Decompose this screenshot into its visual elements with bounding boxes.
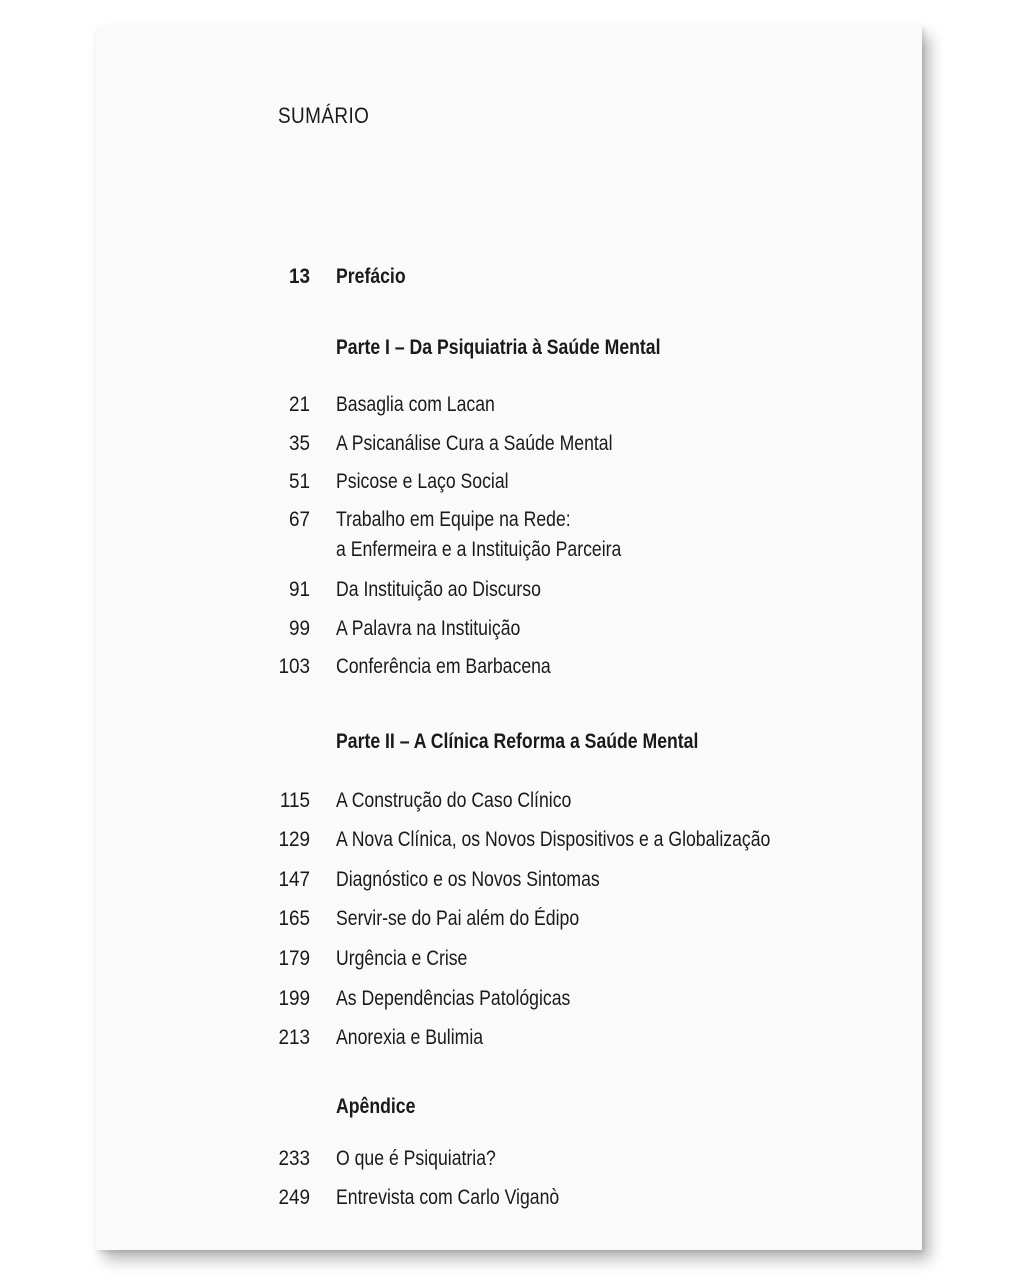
toc-entry-title: A Psicanálise Cura a Saúde Mental <box>336 432 613 455</box>
toc-entry-preface[interactable] <box>250 262 890 292</box>
toc-page-number: 91 <box>288 578 310 601</box>
toc-entry-title: Anorexia e Bulimia <box>336 1026 484 1049</box>
toc-page-number: 21 <box>288 393 310 416</box>
toc-section-appendix: Apêndice <box>336 1095 416 1118</box>
toc-entry[interactable] <box>250 1144 890 1174</box>
toc-entry-title: Da Instituição ao Discurso <box>336 578 541 601</box>
toc-entry-title: Entrevista com Carlo Viganò <box>336 1186 560 1209</box>
toc-entry[interactable] <box>250 865 890 895</box>
toc-page-number: 129 <box>278 828 310 851</box>
toc-entry-title <box>336 505 621 565</box>
toc-entry-title: Basaglia com Lacan <box>336 393 495 416</box>
toc-page-number: 99 <box>288 617 310 640</box>
toc-entry[interactable] <box>250 825 890 855</box>
toc-page-number: 179 <box>278 947 310 970</box>
toc-entry-title: Prefácio <box>336 265 406 288</box>
toc-entry-title-line-2: a Enfermeira e a Instituição Parceira <box>336 538 622 561</box>
toc-entry-title: Urgência e Crise <box>336 947 468 970</box>
toc-entry[interactable] <box>250 467 890 497</box>
toc-page-number: 233 <box>278 1147 310 1170</box>
toc-entry[interactable] <box>250 1183 890 1213</box>
toc-page-number: 213 <box>278 1026 310 1049</box>
toc-entry[interactable] <box>250 1023 890 1053</box>
toc-entry[interactable] <box>250 505 890 567</box>
toc-page-number: 147 <box>278 868 310 891</box>
toc-entry[interactable] <box>250 652 890 682</box>
toc-entry-title: A Construção do Caso Clínico <box>336 789 572 812</box>
toc-entry-title: Conferência em Barbacena <box>336 655 551 678</box>
toc-entry-title: As Dependências Patológicas <box>336 987 571 1010</box>
toc-entry[interactable] <box>250 904 890 934</box>
toc-entry[interactable] <box>250 786 890 816</box>
toc-entry[interactable] <box>250 429 890 459</box>
toc-section-part-2: Parte II – A Clínica Reforma a Saúde Mental <box>336 730 699 753</box>
toc-entry-title: Psicose e Laço Social <box>336 470 509 493</box>
toc-page-number: 165 <box>278 907 310 930</box>
toc-entry-title: A Palavra na Instituição <box>336 617 521 640</box>
toc-page-number: 103 <box>278 655 310 678</box>
toc-entry-title-line-1: Trabalho em Equipe na Rede: <box>336 508 571 531</box>
toc-page-number: 51 <box>288 470 310 493</box>
toc-page-number: 199 <box>278 987 310 1010</box>
toc-entry[interactable] <box>250 390 890 420</box>
toc-page-number: 13 <box>288 265 310 288</box>
toc-entry-title: Diagnóstico e os Novos Sintomas <box>336 868 600 891</box>
toc-page-number: 67 <box>288 508 310 531</box>
toc-entry-title: A Nova Clínica, os Novos Dispositivos e a Globalização <box>336 828 771 851</box>
toc-entry[interactable] <box>250 575 890 605</box>
toc-entry-title: Servir-se do Pai além do Édipo <box>336 907 580 930</box>
toc-entry-title: O que é Psiquiatria? <box>336 1147 496 1170</box>
toc-page-number: 35 <box>288 432 310 455</box>
toc-heading: SUMÁRIO <box>278 103 370 128</box>
toc-entry[interactable] <box>250 944 890 974</box>
toc-entry[interactable] <box>250 614 890 644</box>
toc-page-number: 249 <box>278 1186 310 1209</box>
toc-section-part-1: Parte I – Da Psiquiatria à Saúde Mental <box>336 336 661 359</box>
toc-entry[interactable] <box>250 984 890 1014</box>
toc-page-number: 115 <box>279 789 310 812</box>
